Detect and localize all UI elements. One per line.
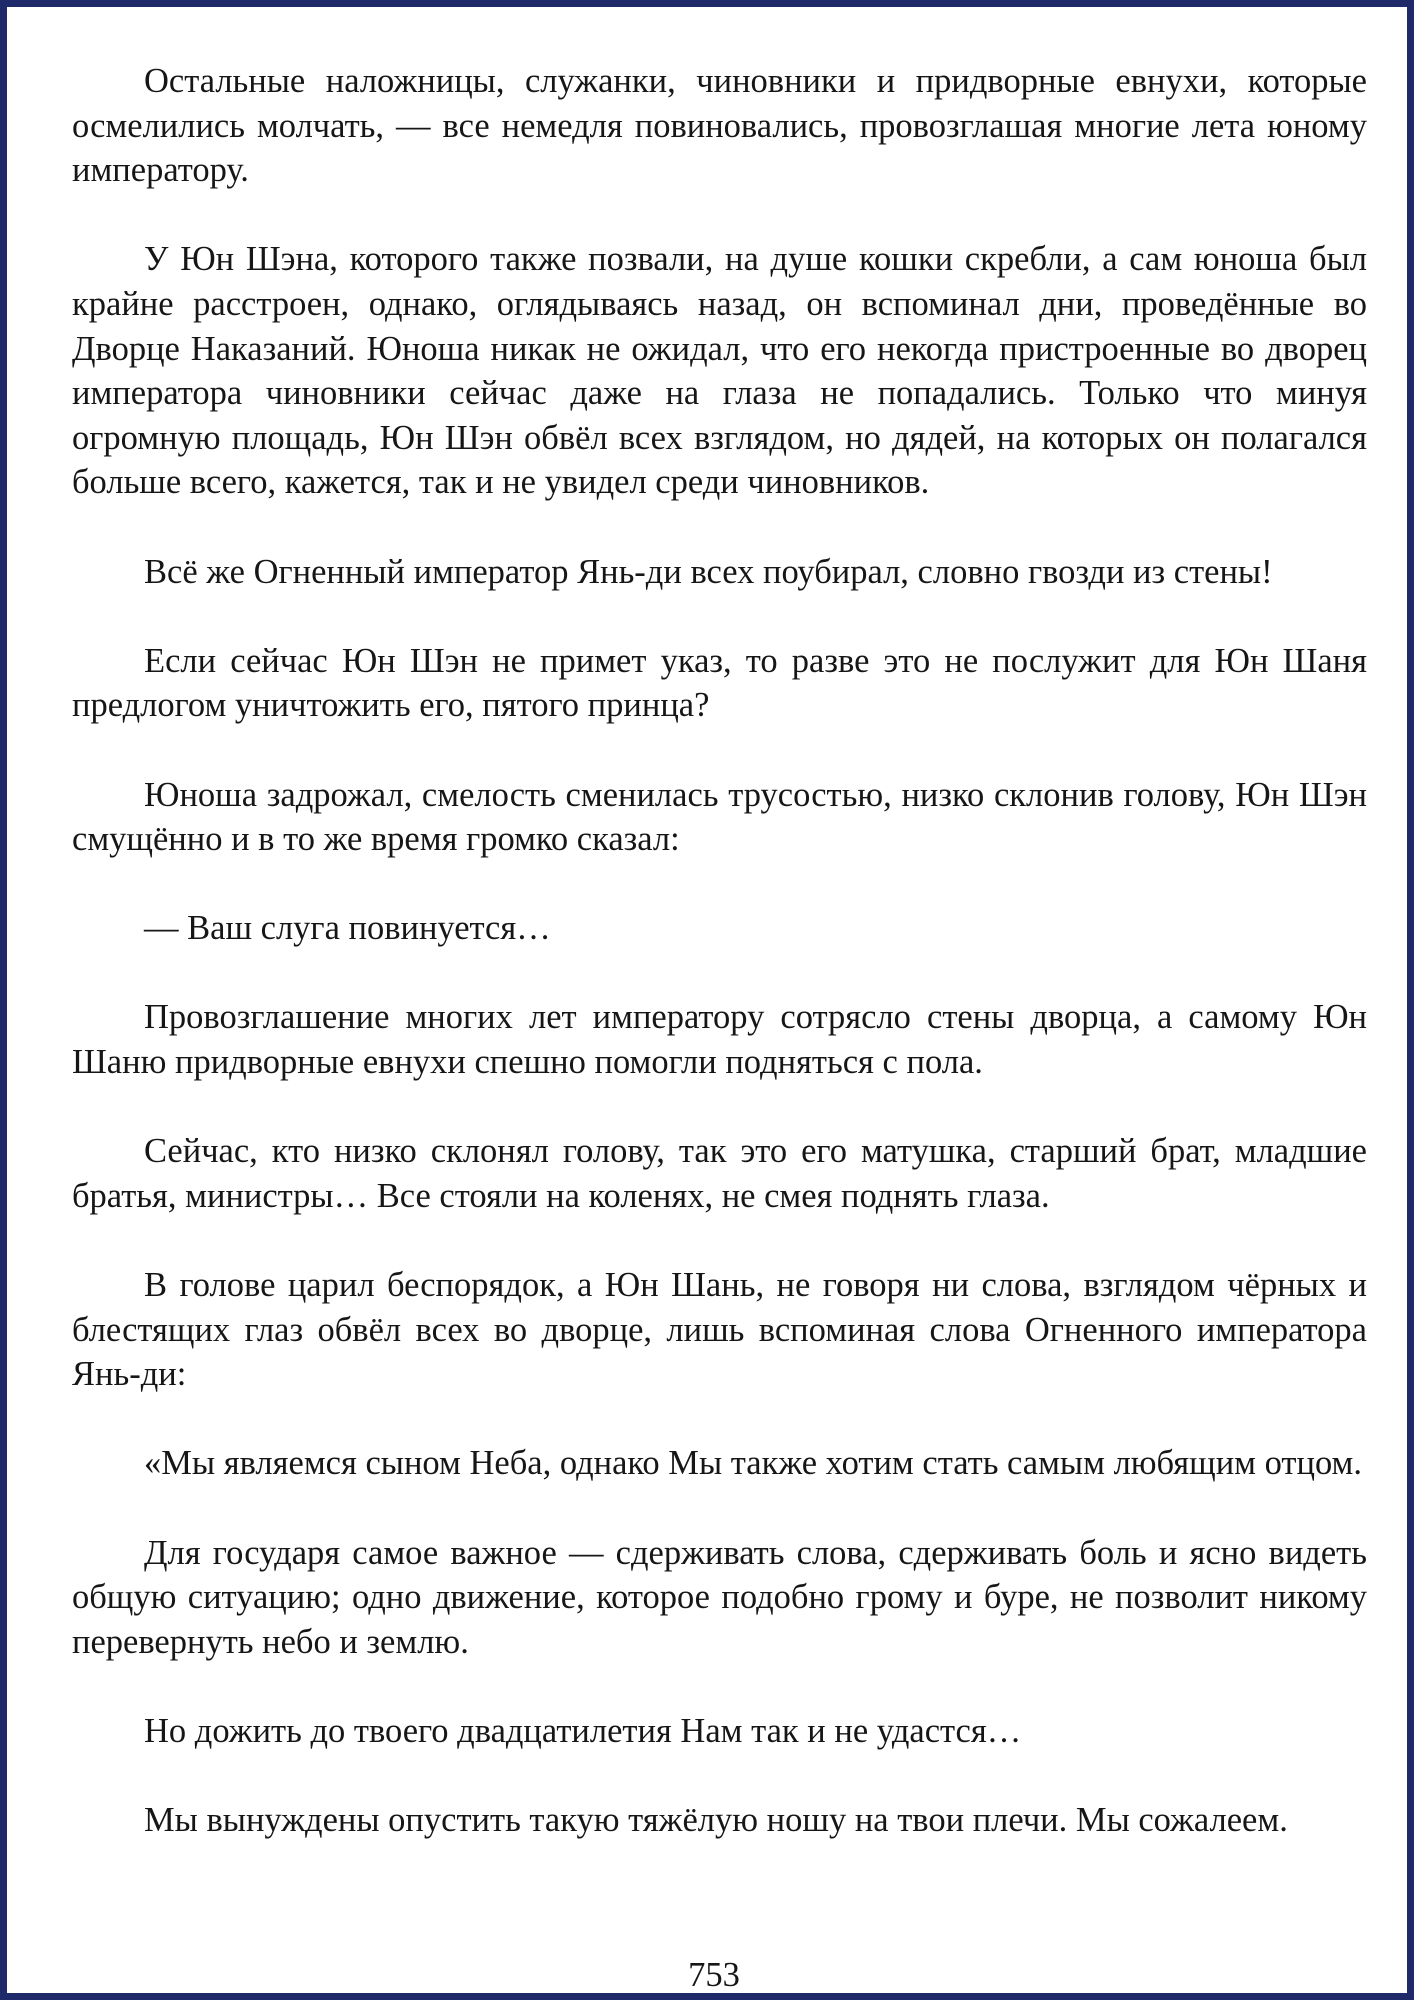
paragraph: В голове царил беспорядок, а Юн Шань, не говоря ни слова, взглядом чёрных и блестящих глаз обвёл всех во дворце, лишь вспоминая слова Огненного императора Янь-ди: (72, 1266, 1367, 1394)
paragraph: Остальные наложницы, служанки, чиновники и придворные евнухи, которые осмелились молчать, — все немедля повиновались, провозглашая многие лета юному императору. (72, 62, 1367, 190)
paragraph: Провозглашение многих лет императору сотрясло стены дворца, а самому Юн Шаню придворные евнухи спешно помогли подняться с пола. (72, 998, 1367, 1082)
paragraph: Но дожить до твоего двадцатилетия Нам так и не удастся… (144, 1711, 1022, 1750)
paragraph: Если сейчас Юн Шэн не примет указ, то разве это не послужит для Юн Шаня предлогом уничтожить его, пятого принца? (72, 641, 1367, 725)
paragraph: «Мы являемся сыном Неба, однако Мы также хотим стать самым любящим отцом. (144, 1444, 1362, 1483)
page-number: 753 (688, 1956, 740, 1994)
paragraph: Для государя самое важное — сдерживать слова, сдерживать боль и ясно видеть общую ситуацию; одно движение, которое подобно грому и буре, не позволит никому перевернуть небо и землю. (72, 1533, 1367, 1661)
paragraph: Юноша задрожал, смелость сменилась трусостью, низко склонив голову, Юн Шэн смущённо и в то же время громко сказал: (72, 775, 1367, 859)
paragraph: — Ваш слуга повинуется… (144, 909, 551, 948)
document-body (72, 59, 1367, 1843)
paragraph: Сейчас, кто низко склонял голову, так это его матушка, старший брат, младшие братья, министры… Все стояли на коленях, не смея поднять глаза. (72, 1132, 1367, 1215)
paragraph: У Юн Шэна, которого также позвали, на душе кошки скребли, а сам юноша был крайне расстроен, однако, оглядываясь назад, он вспоминал дни, проведённые во Дворце Наказаний. Юноша никак не ожидал, что его некогда пристроенные во дворец императора чиновники сейчас даже на глаза не попадались. Только что минуя огромную площадь, Юн Шэн обвёл всех взглядом, но дядей, на которых он полагался больше всего, кажется, так и не увидел среди чиновников. (72, 240, 1367, 502)
paragraph: Всё же Огненный император Янь-ди всех поубирал, словно гвозди из стены! (144, 552, 1273, 591)
paragraph: Мы вынуждены опустить такую тяжёлую ношу на твои плечи. Мы сожалеем. (144, 1801, 1288, 1840)
